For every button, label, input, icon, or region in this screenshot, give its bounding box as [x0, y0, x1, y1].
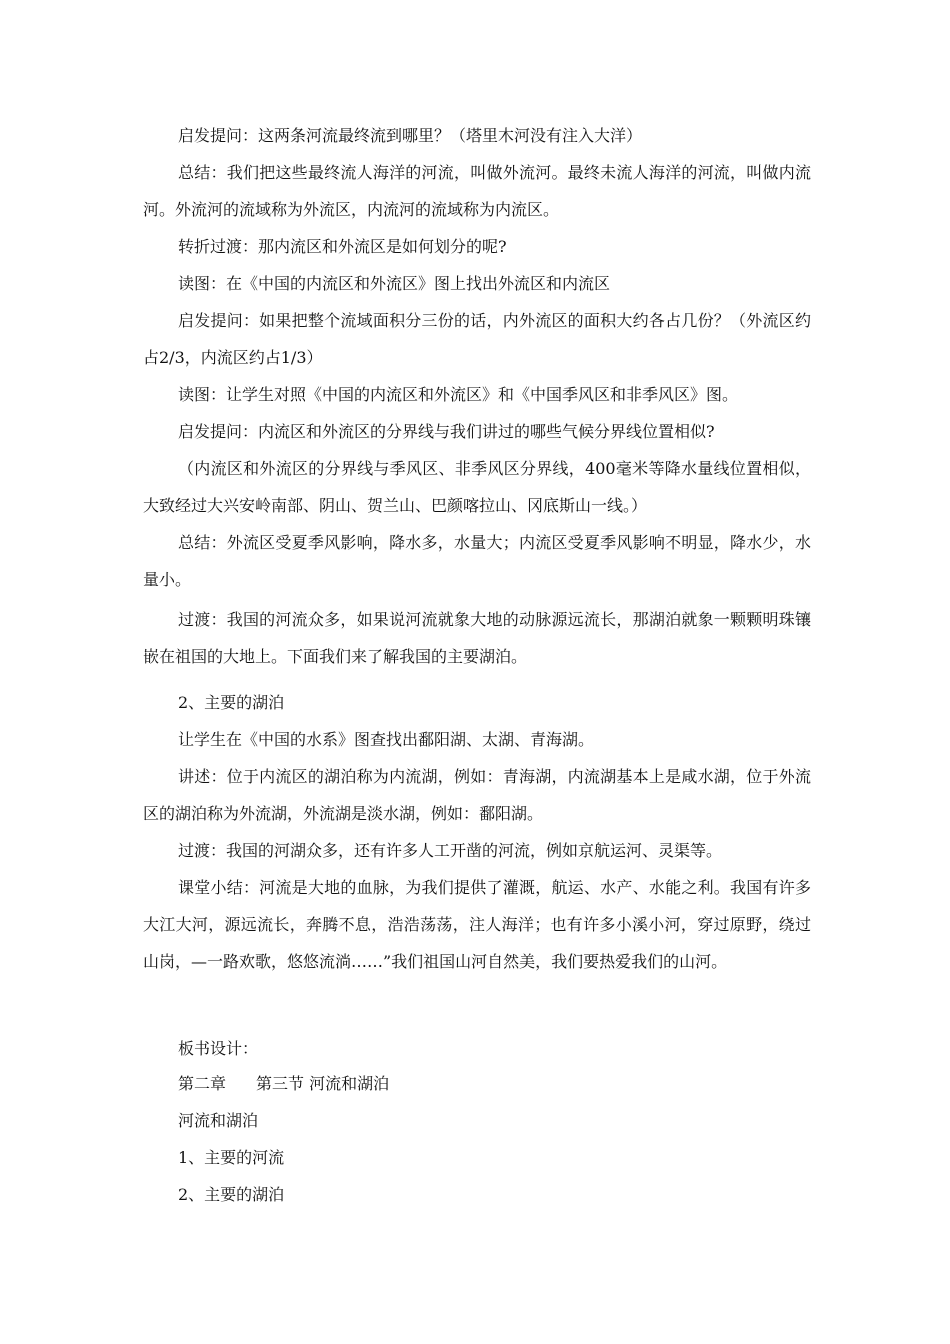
- heading-board-design: 板书设计：: [178, 1039, 259, 1058]
- paragraph-prompt-rivers-destination: 启发提问：这两条河流最终流到哪里？（塔里木河没有注入大洋）: [178, 126, 643, 145]
- paragraph-class-summary: 课堂小结：河流是大地的血脉，为我们提供了灌溉，航运、水产、水能之利。我国有许多大江大河，源远流长，奔腾不息，浩浩荡荡，注人海洋；也有许多小溪小河，穿过原野，绕过山岗，—一路欢歌，悠悠流淌……”我们祖国山河自然美，我们要热爱我们的山河。: [143, 878, 811, 971]
- board-title: 河流和湖泊: [178, 1111, 259, 1130]
- board-item-lakes: 2、主要的湖泊: [178, 1185, 285, 1204]
- paragraph-transition-lakes: 过渡：我国的河流众多，如果说河流就象大地的动脉源远流长，那湖泊就象一颗颗明珠镶嵌在祖国的大地上。下面我们来了解我国的主要湖泊。: [143, 610, 811, 666]
- board-section: 第三节 河流和湖泊: [256, 1074, 390, 1093]
- paragraph-find-lakes: 让学生在《中国的水系》图查找出鄱阳湖、太湖、青海湖。: [178, 730, 595, 749]
- heading-main-lakes: 2、主要的湖泊: [178, 693, 285, 712]
- paragraph-boundary-answer: （内流区和外流区的分界线与季风区、非季风区分界线，400毫米等降水量线位置相似，大致经过大兴安岭南部、阴山、贺兰山、巴颜喀拉山、冈底斯山一线。）: [143, 459, 811, 515]
- board-item-rivers: 1、主要的河流: [178, 1148, 285, 1167]
- paragraph-read-map-compare: 读图：让学生对照《中国的内流区和外流区》和《中国季风区和非季风区》图。: [178, 385, 739, 404]
- paragraph-lecture-lake-types: 讲述：位于内流区的湖泊称为内流湖，例如：青海湖，内流湖基本上是咸水湖，位于外流区的湖泊称为外流湖，外流湖是淡水湖，例如：鄱阳湖。: [143, 767, 811, 823]
- board-chapter: 第二章: [178, 1074, 227, 1093]
- paragraph-read-map-areas: 读图：在《中国的内流区和外流区》图上找出外流区和内流区: [178, 274, 611, 293]
- paragraph-summary-monsoon: 总结：外流区受夏季风影响，降水多，水量大；内流区受夏季风影响不明显，降水少，水量小。: [143, 533, 811, 589]
- paragraph-prompt-boundary: 启发提问：内流区和外流区的分界线与我们讲过的哪些气候分界线位置相似?: [178, 422, 715, 441]
- paragraph-transition-division: 转折过渡：那内流区和外流区是如何划分的呢?: [178, 237, 507, 256]
- paragraph-transition-canals: 过渡：我国的河湖众多，还有许多人工开凿的河流，例如京航运河、灵渠等。: [178, 841, 723, 860]
- paragraph-summary-outflow-rivers: 总结：我们把这些最终流人海洋的河流，叫做外流河。最终未流人海洋的河流，叫做内流河。外流河的流域称为外流区，内流河的流域称为内流区。: [143, 163, 811, 219]
- paragraph-prompt-area-share: 启发提问：如果把整个流域面积分三份的话，内外流区的面积大约各占几份？（外流区约占2/3，内流区约占1/3）: [143, 311, 811, 367]
